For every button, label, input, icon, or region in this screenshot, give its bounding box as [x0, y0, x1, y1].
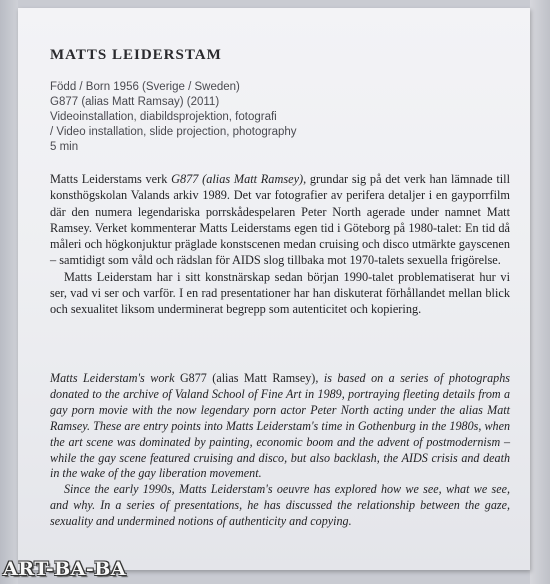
watermark-logo: ART-BA-BA [3, 558, 127, 580]
swedish-paragraph-1: Matts Leiderstams verk G877 (alias Matt Ramsey), grundar sig på det verk han lämnade till konsthögskolan Valands arkiv 1989. Det var fotografier av perifera detaljer i en gayporrfilm där den numera legendariska porrskådespelaren Peter North agerade under namnet Matt Ramsey. Verket kommenterar Matts Leiderstams egen tid i Göteborg på 1980-talet: En tid då måleri och högkonjuktur präglade konstscenen medan cruising och disco utmärkte gayscenen – samtidigt som våld och rädslan för AIDS slog tillbaka mot 1970-talets sexuella frigörelse. [50, 172, 511, 268]
work-title-italic: G877 (alias Matt Ramsey) [171, 172, 304, 186]
swedish-text [50, 171, 510, 318]
medium-swedish: Videoinstallation, diabildsprojektion, fotografi [50, 111, 277, 123]
artist-birth: Född / Born 1956 (Sverige / Sweden) [50, 81, 240, 93]
medium-english: / Video installation, slide projection, photography [50, 126, 297, 138]
wall-right [530, 0, 550, 584]
work-title: G877 (alias Matt Ramsay) (2011) [50, 96, 220, 108]
artist-name: MATTS LEIDERSTAM [50, 47, 222, 63]
wall-left [0, 0, 18, 584]
english-paragraph-1: Matts Leiderstam's work G877 (alias Matt Ramsey), is based on a series of photographs donated to the archive of Valand School of Fine Art in 1989, portraying fleeting details from a gay porn movie with the now legendary porn actor Peter North acting under the alias Matt Ramsey. These are entry points into Matts Leiderstam's time in Gothenburg in the 1980s, when the art scene was dominated by painting, economic boom and the advent of postmodernism – while the gay scene featured cruising and disco, but also backlash, the AIDS crisis and death in the wake of the gay liberation movement. [50, 371, 510, 481]
exhibition-placard [18, 8, 530, 570]
english-paragraph-2: Since the early 1990s, Matts Leiderstam's oeuvre has explored how we see, what we see, and why. In a series of presentations, he has discussed the relationship between the gaze, sexuality and undermined notions of authenticity and copying. [50, 482, 510, 529]
work-title-upright: G877 (alias Matt Ramsey) [179, 371, 316, 385]
work-duration: 5 min [50, 141, 79, 153]
english-text [50, 371, 510, 530]
work-metadata [50, 80, 297, 155]
swedish-paragraph-2: Matts Leiderstam har i sitt konstnärskap sedan början 1990-talet problematiserat hur vi ser, vad vi ser och varför. I en rad presentationer har han diskuterat förhållandet mellan blick och sexualitet liksom underminerat begrepp som autenticitet och kopiering. [50, 269, 510, 317]
